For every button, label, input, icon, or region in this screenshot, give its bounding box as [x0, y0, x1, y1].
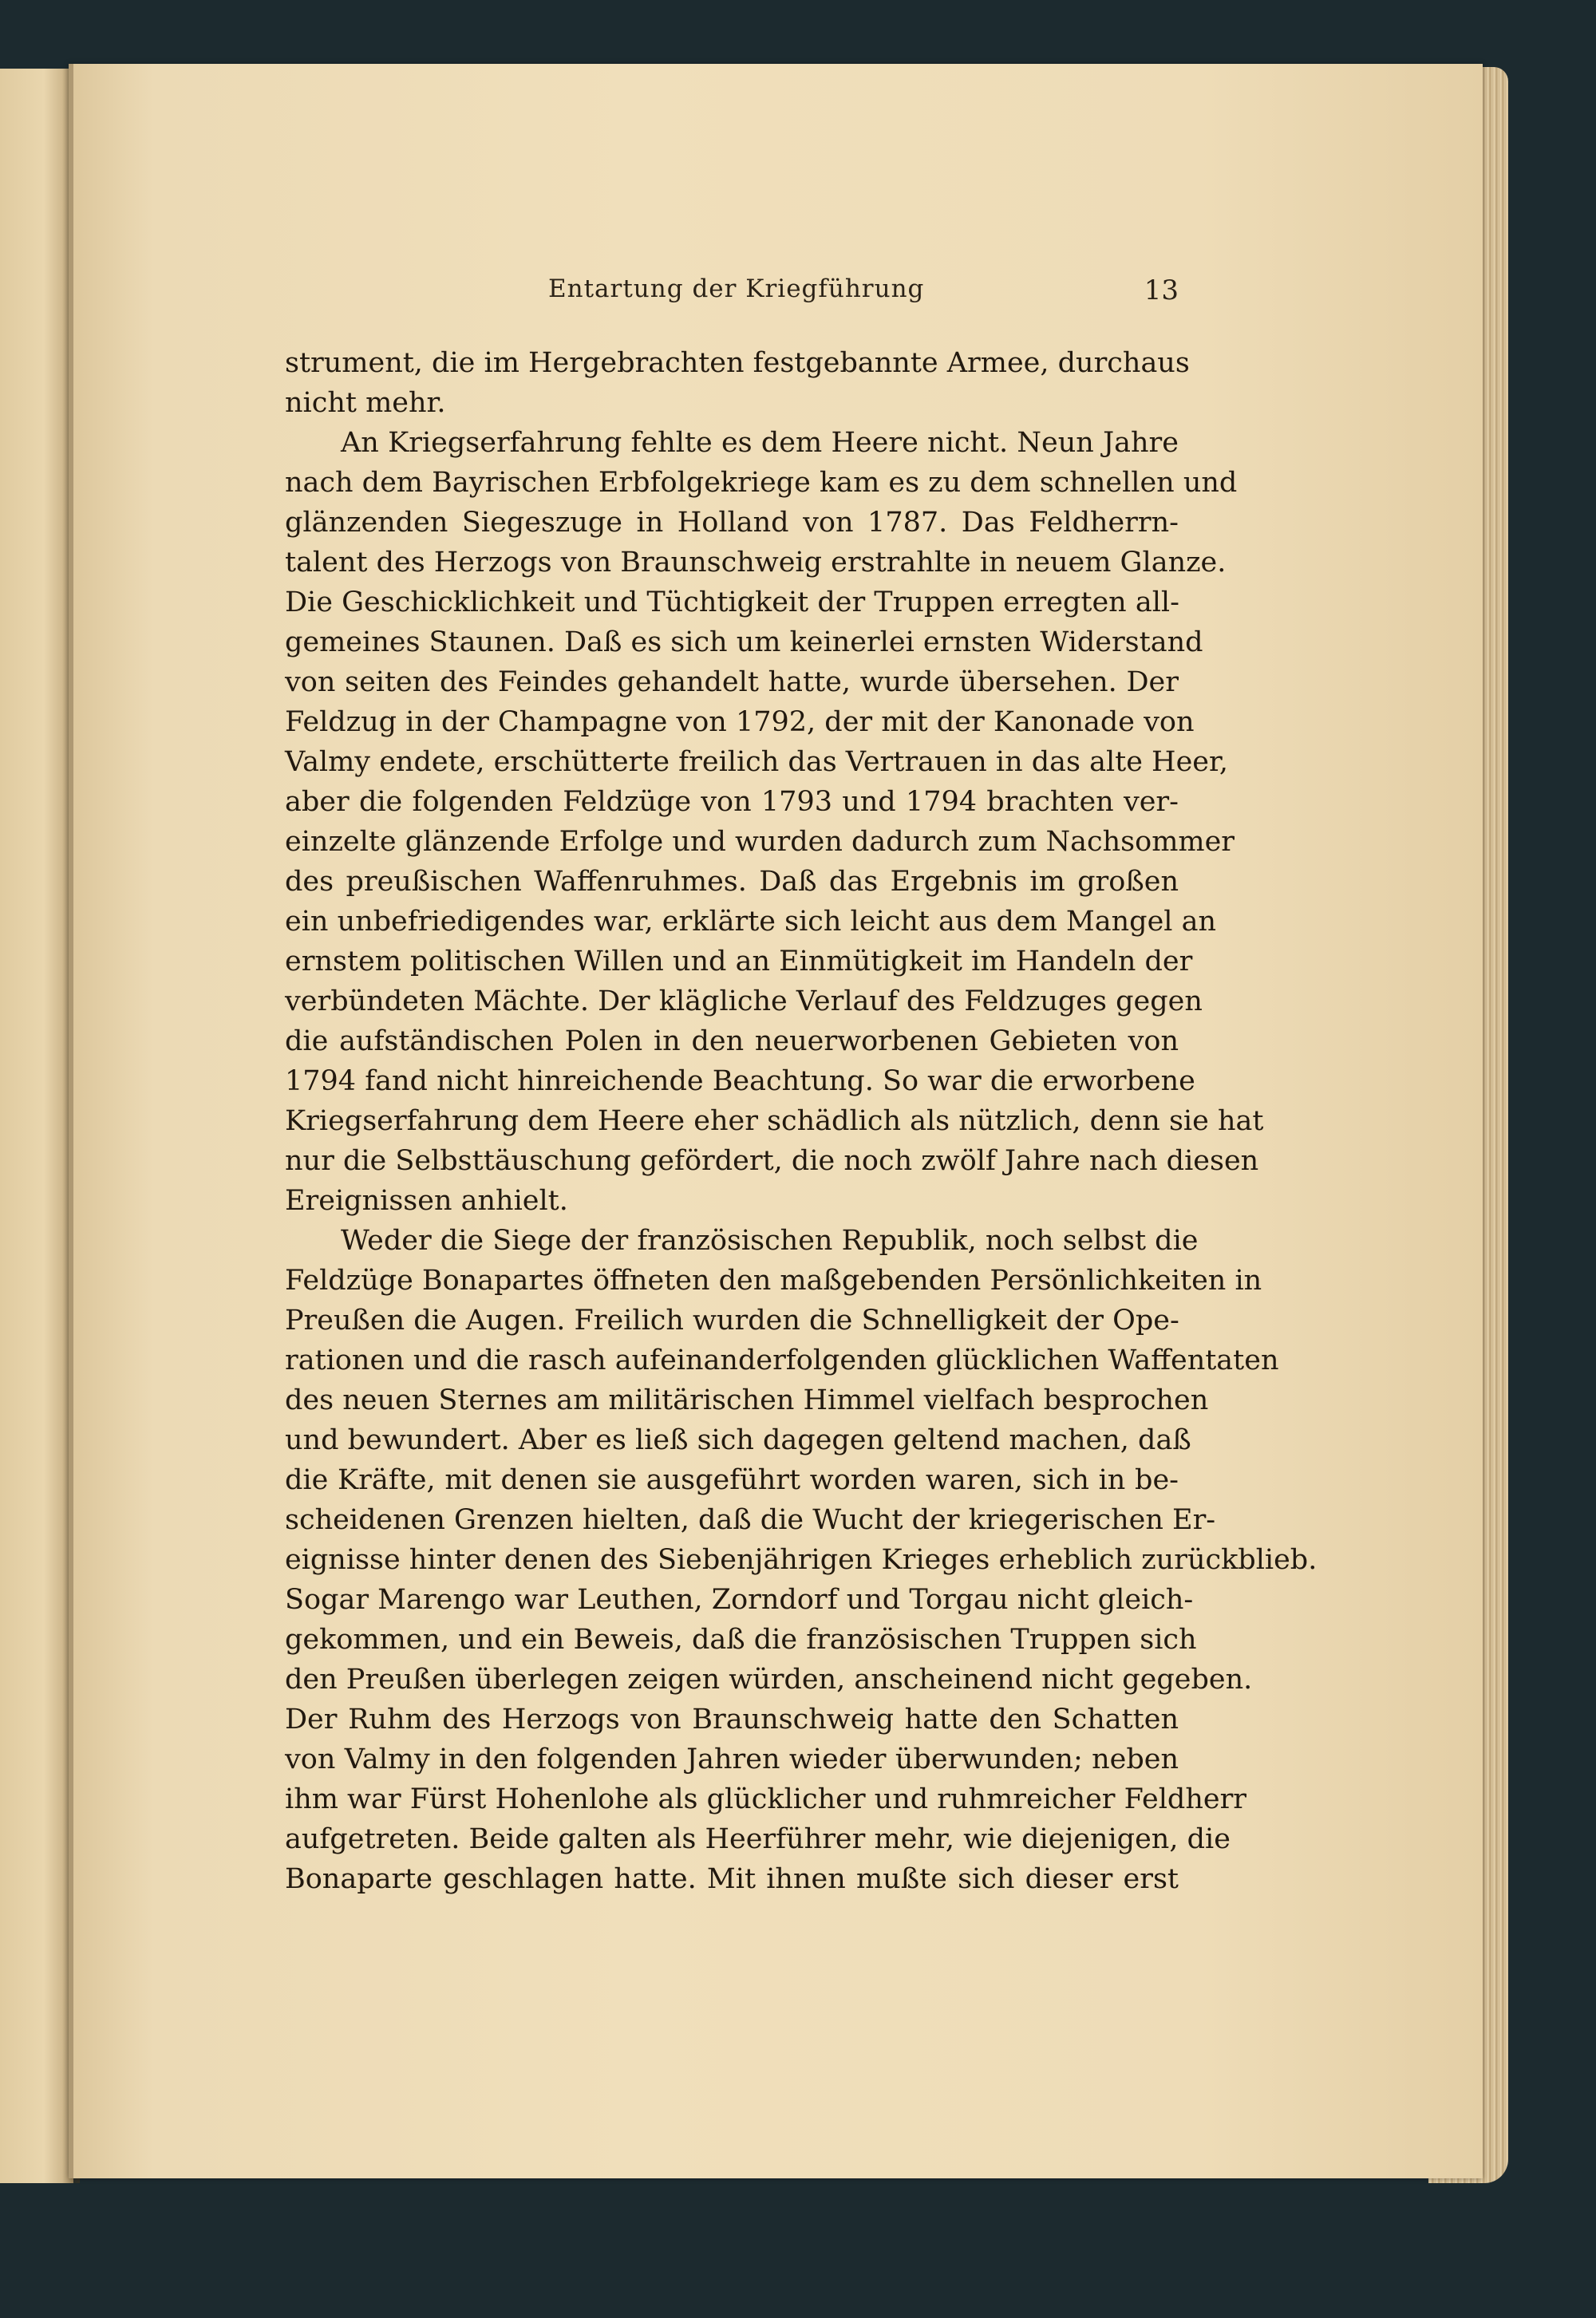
- text-line: verbündeten Mächte. Der klägliche Verlauf des Feldzuges gegen: [285, 985, 1203, 1017]
- text-line: gemeines Staunen. Daß es sich um keinerlei ernsten Widerstand: [285, 626, 1203, 658]
- text-line: gekommen, und ein Beweis, daß die französischen Truppen sich: [285, 1624, 1197, 1656]
- text-line: Sogar Marengo war Leuthen, Zorndorf und Torgau nicht gleich-: [285, 1584, 1194, 1616]
- text-line: eignisse hinter denen des Siebenjährigen Krieges erheblich zurückblieb.: [285, 1544, 1317, 1576]
- text-line: ihm war Fürst Hohenlohe als glücklicher und ruhmreicher Feldherr: [285, 1783, 1247, 1815]
- text-line: und bewundert. Aber es ließ sich dagegen geltend machen, daß: [285, 1424, 1191, 1456]
- text-line: Valmy endete, erschütterte freilich das Vertrauen in das alte Heer,: [285, 746, 1229, 778]
- gutter-line: [69, 64, 73, 2178]
- text-line: aufgetreten. Beide galten als Heerführer mehr, wie diejenigen, die: [285, 1823, 1231, 1855]
- text-line: Feldzüge Bonapartes öffneten den maßgebenden Persönlichkeiten in: [285, 1265, 1262, 1297]
- text-line: An Kriegserfahrung fehlte es dem Heere nicht. Neun Jahre: [341, 427, 1179, 459]
- text-line: aber die folgenden Feldzüge von 1793 und 1794 brachten ver-: [285, 786, 1179, 818]
- text-line: die Kräfte, mit denen sie ausgeführt worden waren, sich in be-: [285, 1464, 1179, 1496]
- text-line: talent des Herzogs von Braunschweig erstrahlte in neuem Glanze.: [285, 547, 1227, 579]
- text-line: des neuen Sternes am militärischen Himmel vielfach besprochen: [285, 1384, 1209, 1416]
- text-line: die aufständischen Polen in den neuerworbenen Gebieten von: [285, 1025, 1179, 1057]
- text-line: einzelte glänzende Erfolge und wurden dadurch zum Nachsommer: [285, 826, 1235, 858]
- text-line: nach dem Bayrischen Erbfolgekriege kam es zu dem schnellen und: [285, 467, 1238, 499]
- running-title: Entartung der Kriegführung: [548, 274, 925, 303]
- text-line: von seiten des Feindes gehandelt hatte, wurde übersehen. Der: [285, 666, 1179, 698]
- text-line: Preußen die Augen. Freilich wurden die Schnelligkeit der Ope-: [285, 1305, 1179, 1337]
- text-line: Feldzug in der Champagne von 1792, der mit der Kanonade von: [285, 706, 1195, 738]
- text-line: Bonaparte geschlagen hatte. Mit ihnen mußte sich dieser erst: [285, 1863, 1179, 1895]
- text-line: 1794 fand nicht hinreichende Beachtung. So war die erworbene: [285, 1065, 1195, 1097]
- text-line: nur die Selbsttäuschung gefördert, die noch zwölf Jahre nach diesen: [285, 1145, 1259, 1177]
- text-line: Die Geschicklichkeit und Tüchtigkeit der Truppen erregten all-: [285, 586, 1179, 618]
- text-line: rationen und die rasch aufeinanderfolgenden glücklichen Waffentaten: [285, 1345, 1279, 1376]
- text-line: den Preußen überlegen zeigen würden, anscheinend nicht gegeben.: [285, 1664, 1253, 1696]
- text-line: des preußischen Waffenruhmes. Daß das Ergebnis im großen: [285, 866, 1179, 898]
- text-line: glänzenden Siegeszuge in Holland von 1787. Das Feldherrn-: [285, 507, 1179, 539]
- page-number: 13: [1144, 274, 1179, 306]
- text-line: ernstem politischen Willen und an Einmütigkeit im Handeln der: [285, 946, 1193, 977]
- text-line: Weder die Siege der französischen Republik, noch selbst die: [341, 1225, 1199, 1257]
- page-header: [285, 274, 1179, 318]
- text-line: ein unbefriedigendes war, erklärte sich leicht aus dem Mangel an: [285, 906, 1217, 938]
- text-line: Ereignissen anhielt.: [285, 1185, 568, 1217]
- text-line: Kriegserfahrung dem Heere eher schädlich als nützlich, denn sie hat: [285, 1105, 1264, 1137]
- text-line: scheidenen Grenzen hielten, daß die Wucht der kriegerischen Er-: [285, 1504, 1216, 1536]
- text-line: Der Ruhm des Herzogs von Braunschweig hatte den Schatten: [285, 1704, 1179, 1736]
- text-line: von Valmy in den folgenden Jahren wieder überwunden; neben: [285, 1743, 1179, 1775]
- text-line: strument, die im Hergebrachten festgebannte Armee, durchaus: [285, 347, 1190, 379]
- text-line: nicht mehr.: [285, 387, 446, 419]
- body-text: [285, 343, 1317, 1899]
